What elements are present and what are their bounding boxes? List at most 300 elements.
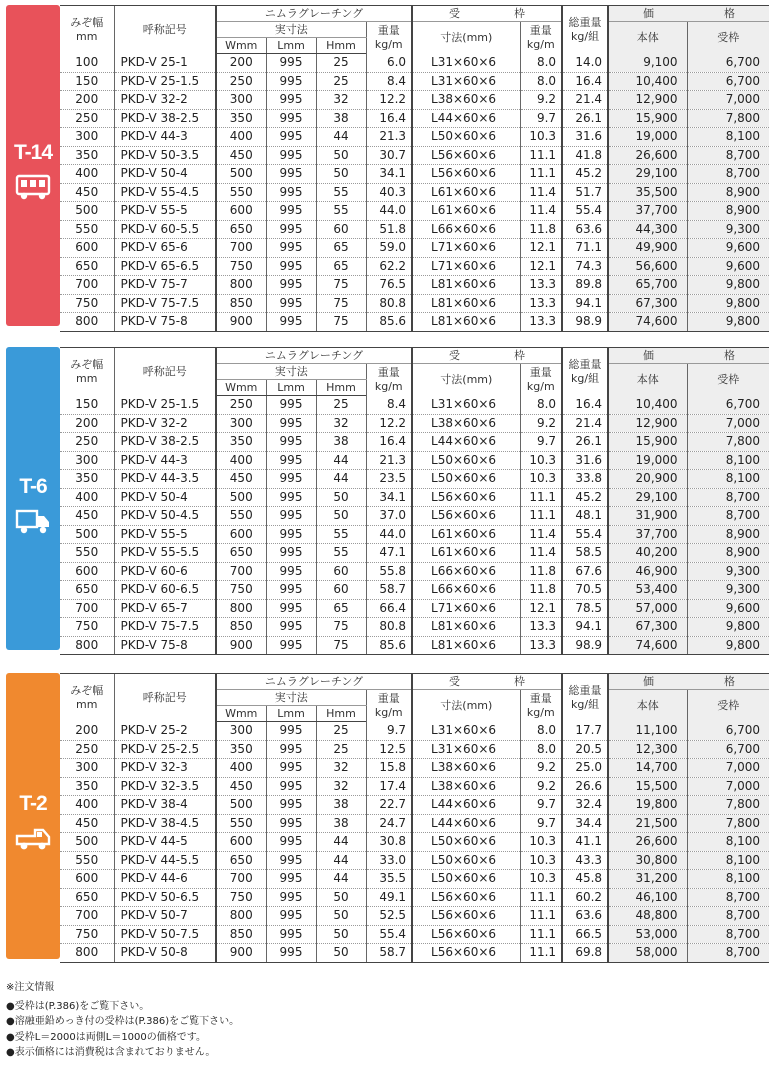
- price-header-a: 価: [643, 7, 655, 20]
- cell-width: 450: [60, 183, 114, 202]
- cell-weight: 9.7: [366, 722, 412, 741]
- cell-h: 50: [316, 907, 366, 926]
- cell-width: 800: [60, 944, 114, 963]
- cell-w: 750: [216, 581, 266, 600]
- table-row: [60, 220, 769, 239]
- cell-code: PKD-V 32-2: [114, 414, 216, 433]
- cell-total-weight: 63.6: [562, 220, 608, 239]
- cell-frame-price: 6,700: [687, 396, 769, 415]
- cell-frame-size: L56×60×6: [412, 488, 520, 507]
- table-row: [60, 396, 769, 415]
- cell-weight: 59.0: [366, 239, 412, 258]
- cell-width: 200: [60, 722, 114, 741]
- load-class-label: T-2: [19, 791, 47, 815]
- price-header-b: 格: [724, 7, 736, 20]
- cell-w: 450: [216, 146, 266, 165]
- cell-code: PKD-V 44-5.5: [114, 851, 216, 870]
- cell-frame-weight: 9.7: [520, 109, 562, 128]
- cell-frame-size: L66×60×6: [412, 562, 520, 581]
- cell-weight: 30.8: [366, 833, 412, 852]
- cell-frame-price: 8,900: [687, 525, 769, 544]
- cell-code: PKD-V 50-3.5: [114, 146, 216, 165]
- body-price-header: 本体: [608, 364, 687, 396]
- note-item: ●表示価格には消費税は含まれておりません。: [6, 1047, 216, 1058]
- cell-width: 400: [60, 488, 114, 507]
- cell-w: 400: [216, 451, 266, 470]
- cell-frame-price: 7,000: [687, 759, 769, 778]
- cell-body-price: 49,900: [608, 239, 687, 258]
- cell-w: 400: [216, 759, 266, 778]
- frame-dimension-header: 寸法(mm): [412, 364, 520, 396]
- cell-width: 650: [60, 257, 114, 276]
- table-row: [60, 944, 769, 963]
- cell-code: PKD-V 25-1.5: [114, 396, 216, 415]
- cell-body-price: 15,900: [608, 433, 687, 452]
- cell-weight: 8.4: [366, 396, 412, 415]
- table-row: [60, 581, 769, 600]
- cell-frame-price: 9,300: [687, 562, 769, 581]
- cell-l: 995: [266, 414, 316, 433]
- table-row: [60, 777, 769, 796]
- cell-frame-size: L56×60×6: [412, 944, 520, 963]
- frame-header-a: 受: [449, 675, 461, 688]
- total-weight-unit: kg/組: [571, 371, 600, 385]
- cell-l: 995: [266, 851, 316, 870]
- cell-frame-size: L66×60×6: [412, 581, 520, 600]
- cell-frame-weight: 8.0: [520, 54, 562, 73]
- cell-weight: 21.3: [366, 128, 412, 147]
- cell-w: 350: [216, 740, 266, 759]
- cell-frame-price: 8,900: [687, 202, 769, 221]
- cell-width: 200: [60, 414, 114, 433]
- cell-frame-size: L71×60×6: [412, 257, 520, 276]
- cell-body-price: 12,900: [608, 414, 687, 433]
- cell-frame-weight: 8.0: [520, 396, 562, 415]
- table-row: [60, 740, 769, 759]
- frame-header-cell: [412, 674, 562, 690]
- table-row: [60, 544, 769, 563]
- cell-code: PKD-V 38-2.5: [114, 433, 216, 452]
- cell-frame-price: 8,100: [687, 128, 769, 147]
- cell-w: 900: [216, 944, 266, 963]
- table-row: [60, 525, 769, 544]
- table-row: [60, 851, 769, 870]
- cell-frame-weight: 11.1: [520, 907, 562, 926]
- bus-icon: [15, 173, 51, 201]
- frame-weight-unit: kg/m: [526, 379, 555, 393]
- cell-total-weight: 98.9: [562, 636, 608, 655]
- cell-l: 995: [266, 239, 316, 258]
- cell-frame-price: 8,700: [687, 888, 769, 907]
- cell-h: 44: [316, 451, 366, 470]
- weight-header-cell: [366, 364, 412, 396]
- cell-frame-weight: 13.3: [520, 294, 562, 313]
- pickup-truck-icon: [15, 824, 51, 852]
- weight-unit: kg/m: [374, 379, 403, 393]
- cell-frame-size: L50×60×6: [412, 128, 520, 147]
- frame-dimension-header: 寸法(mm): [412, 690, 520, 722]
- cell-h: 65: [316, 239, 366, 258]
- cell-frame-price: 9,600: [687, 599, 769, 618]
- frame-weight-unit: kg/m: [526, 705, 555, 719]
- cell-weight: 62.2: [366, 257, 412, 276]
- cell-code: PKD-V 50-8: [114, 944, 216, 963]
- cell-code: PKD-V 65-7: [114, 599, 216, 618]
- cell-frame-price: 9,300: [687, 581, 769, 600]
- weight-header: 重量: [377, 365, 400, 379]
- cell-body-price: 56,600: [608, 257, 687, 276]
- cell-frame-price: 8,100: [687, 870, 769, 889]
- cell-frame-price: 9,800: [687, 294, 769, 313]
- cell-body-price: 14,700: [608, 759, 687, 778]
- cell-width: 150: [60, 396, 114, 415]
- cell-frame-weight: 11.1: [520, 507, 562, 526]
- cell-h: 50: [316, 165, 366, 184]
- cell-frame-size: L31×60×6: [412, 396, 520, 415]
- cell-h: 50: [316, 146, 366, 165]
- cell-code: PKD-V 44-3: [114, 451, 216, 470]
- cell-h: 25: [316, 722, 366, 741]
- cell-w: 350: [216, 433, 266, 452]
- total-weight-header: 総重量: [568, 357, 602, 371]
- truck-icon: [15, 507, 51, 535]
- table-row: [60, 451, 769, 470]
- cell-total-weight: 16.4: [562, 72, 608, 91]
- note-item: ●受枠L＝2000は両側L＝1000の価格です。: [6, 1031, 206, 1043]
- load-class-sidebar: [6, 347, 60, 650]
- cell-l: 995: [266, 183, 316, 202]
- cell-body-price: 10,400: [608, 396, 687, 415]
- cell-body-price: 67,300: [608, 618, 687, 637]
- cell-w: 650: [216, 851, 266, 870]
- cell-total-weight: 70.5: [562, 581, 608, 600]
- cell-l: 995: [266, 54, 316, 73]
- cell-total-weight: 25.0: [562, 759, 608, 778]
- cell-frame-size: L38×60×6: [412, 91, 520, 110]
- table-row: [60, 507, 769, 526]
- width-header-cell: [60, 6, 114, 54]
- cell-width: 400: [60, 165, 114, 184]
- cell-width: 500: [60, 833, 114, 852]
- cell-w: 500: [216, 165, 266, 184]
- cell-body-price: 35,500: [608, 183, 687, 202]
- cell-total-weight: 60.2: [562, 888, 608, 907]
- cell-l: 995: [266, 544, 316, 563]
- cell-weight: 34.1: [366, 165, 412, 184]
- cell-frame-size: L81×60×6: [412, 636, 520, 655]
- cell-frame-price: 7,000: [687, 414, 769, 433]
- cell-body-price: 19,000: [608, 128, 687, 147]
- total-weight-header-cell: [562, 674, 608, 722]
- width-header: みぞ幅: [70, 357, 104, 371]
- cell-l: 995: [266, 128, 316, 147]
- cell-frame-price: 7,800: [687, 796, 769, 815]
- grating-header: ニムラグレーチング: [216, 6, 412, 22]
- cell-l: 995: [266, 276, 316, 295]
- width-header-cell: [60, 348, 114, 396]
- cell-frame-price: 7,800: [687, 109, 769, 128]
- frame-weight-header: 重量: [529, 365, 552, 379]
- cell-frame-weight: 12.1: [520, 239, 562, 258]
- cell-frame-weight: 11.8: [520, 220, 562, 239]
- cell-total-weight: 26.6: [562, 777, 608, 796]
- cell-frame-weight: 11.1: [520, 888, 562, 907]
- cell-frame-weight: 9.2: [520, 759, 562, 778]
- cell-frame-weight: 13.3: [520, 276, 562, 295]
- cell-code: PKD-V 60-6.5: [114, 581, 216, 600]
- cell-frame-size: L56×60×6: [412, 507, 520, 526]
- cell-frame-size: L81×60×6: [412, 294, 520, 313]
- cell-total-weight: 78.5: [562, 599, 608, 618]
- cell-frame-weight: 11.8: [520, 581, 562, 600]
- cell-body-price: 26,600: [608, 146, 687, 165]
- cell-frame-price: 8,700: [687, 165, 769, 184]
- cell-w: 250: [216, 72, 266, 91]
- cell-frame-weight: 10.3: [520, 451, 562, 470]
- spec-price-table: [60, 347, 769, 655]
- cell-frame-size: L38×60×6: [412, 759, 520, 778]
- frame-header-b: 枠: [514, 675, 526, 688]
- cell-body-price: 58,000: [608, 944, 687, 963]
- cell-frame-weight: 9.2: [520, 414, 562, 433]
- cell-w: 500: [216, 488, 266, 507]
- cell-frame-weight: 11.1: [520, 488, 562, 507]
- width-unit: mm: [76, 371, 98, 385]
- cell-w: 800: [216, 599, 266, 618]
- cell-w: 700: [216, 562, 266, 581]
- cell-l: 995: [266, 146, 316, 165]
- table-row: [60, 414, 769, 433]
- cell-total-weight: 69.8: [562, 944, 608, 963]
- cell-total-weight: 63.6: [562, 907, 608, 926]
- cell-frame-price: 6,700: [687, 72, 769, 91]
- cell-code: PKD-V 50-7.5: [114, 925, 216, 944]
- cell-weight: 85.6: [366, 636, 412, 655]
- cell-code: PKD-V 32-2: [114, 91, 216, 110]
- cell-width: 550: [60, 851, 114, 870]
- spec-price-table: [60, 5, 769, 332]
- cell-frame-size: L50×60×6: [412, 851, 520, 870]
- cell-total-weight: 94.1: [562, 294, 608, 313]
- cell-frame-price: 8,900: [687, 183, 769, 202]
- cell-l: 995: [266, 833, 316, 852]
- l-header: Lmm: [266, 38, 316, 54]
- cell-code: PKD-V 60-6: [114, 562, 216, 581]
- cell-h: 44: [316, 851, 366, 870]
- cell-l: 995: [266, 72, 316, 91]
- price-header-cell: [608, 348, 769, 364]
- frame-price-header: 受枠: [687, 22, 769, 54]
- cell-weight: 35.5: [366, 870, 412, 889]
- cell-body-price: 53,400: [608, 581, 687, 600]
- cell-w: 600: [216, 833, 266, 852]
- cell-w: 850: [216, 294, 266, 313]
- cell-code: PKD-V 50-7: [114, 907, 216, 926]
- cell-width: 700: [60, 599, 114, 618]
- weight-header: 重量: [377, 23, 400, 37]
- cell-total-weight: 17.7: [562, 722, 608, 741]
- cell-frame-size: L31×60×6: [412, 72, 520, 91]
- cell-width: 550: [60, 220, 114, 239]
- load-class-section-t-2: [6, 673, 776, 959]
- cell-total-weight: 21.4: [562, 414, 608, 433]
- table-row: [60, 165, 769, 184]
- cell-frame-price: 8,100: [687, 451, 769, 470]
- price-header-b: 格: [724, 349, 736, 362]
- cell-weight: 40.3: [366, 183, 412, 202]
- weight-header-cell: [366, 22, 412, 54]
- cell-frame-size: L50×60×6: [412, 451, 520, 470]
- cell-l: 995: [266, 257, 316, 276]
- cell-frame-size: L50×60×6: [412, 470, 520, 489]
- cell-h: 38: [316, 433, 366, 452]
- w-header: Wmm: [216, 706, 266, 722]
- body-price-header: 本体: [608, 22, 687, 54]
- table-row: [60, 128, 769, 147]
- cell-w: 800: [216, 907, 266, 926]
- cell-frame-size: L56×60×6: [412, 925, 520, 944]
- cell-code: PKD-V 25-2.5: [114, 740, 216, 759]
- cell-h: 25: [316, 740, 366, 759]
- table-row: [60, 796, 769, 815]
- cell-frame-price: 9,600: [687, 257, 769, 276]
- cell-w: 700: [216, 870, 266, 889]
- cell-h: 44: [316, 870, 366, 889]
- cell-h: 65: [316, 257, 366, 276]
- cell-total-weight: 94.1: [562, 618, 608, 637]
- cell-weight: 55.4: [366, 925, 412, 944]
- cell-l: 995: [266, 740, 316, 759]
- cell-l: 995: [266, 525, 316, 544]
- cell-weight: 80.8: [366, 618, 412, 637]
- cell-frame-price: 8,700: [687, 907, 769, 926]
- cell-weight: 12.2: [366, 414, 412, 433]
- table-row: [60, 202, 769, 221]
- cell-frame-weight: 11.8: [520, 562, 562, 581]
- cell-h: 50: [316, 488, 366, 507]
- note-item: ●受枠は(P.386)をご覧下さい。: [6, 1000, 150, 1012]
- cell-l: 995: [266, 396, 316, 415]
- price-header-b: 格: [724, 675, 736, 688]
- cell-h: 38: [316, 796, 366, 815]
- cell-frame-size: L81×60×6: [412, 276, 520, 295]
- cell-weight: 22.7: [366, 796, 412, 815]
- cell-body-price: 29,100: [608, 488, 687, 507]
- cell-weight: 49.1: [366, 888, 412, 907]
- cell-total-weight: 55.4: [562, 202, 608, 221]
- cell-h: 50: [316, 507, 366, 526]
- table-row: [60, 833, 769, 852]
- cell-total-weight: 16.4: [562, 396, 608, 415]
- total-weight-header: 総重量: [568, 15, 602, 29]
- frame-header-a: 受: [449, 7, 461, 20]
- cell-code: PKD-V 75-8: [114, 636, 216, 655]
- cell-l: 995: [266, 722, 316, 741]
- cell-width: 750: [60, 925, 114, 944]
- load-class-sidebar: [6, 673, 60, 959]
- cell-code: PKD-V 25-2: [114, 722, 216, 741]
- cell-body-price: 21,500: [608, 814, 687, 833]
- cell-h: 44: [316, 128, 366, 147]
- frame-header-b: 枠: [514, 349, 526, 362]
- cell-code: PKD-V 25-1.5: [114, 72, 216, 91]
- cell-l: 995: [266, 109, 316, 128]
- actual-size-header: 実寸法: [216, 364, 366, 380]
- cell-total-weight: 58.5: [562, 544, 608, 563]
- cell-body-price: 48,800: [608, 907, 687, 926]
- cell-code: PKD-V 50-4.5: [114, 507, 216, 526]
- cell-frame-size: L56×60×6: [412, 888, 520, 907]
- table-row: [60, 470, 769, 489]
- table-row: [60, 54, 769, 73]
- cell-frame-weight: 11.4: [520, 525, 562, 544]
- table-row: [60, 759, 769, 778]
- cell-total-weight: 45.2: [562, 165, 608, 184]
- price-header-cell: [608, 6, 769, 22]
- w-header: Wmm: [216, 38, 266, 54]
- cell-total-weight: 71.1: [562, 239, 608, 258]
- cell-h: 75: [316, 636, 366, 655]
- cell-l: 995: [266, 907, 316, 926]
- width-unit: mm: [76, 29, 98, 43]
- cell-w: 350: [216, 109, 266, 128]
- cell-frame-weight: 9.2: [520, 91, 562, 110]
- table-row: [60, 294, 769, 313]
- grating-header: ニムラグレーチング: [216, 674, 412, 690]
- load-class-section-t-6: [6, 347, 776, 650]
- cell-l: 995: [266, 599, 316, 618]
- cell-body-price: 31,200: [608, 870, 687, 889]
- cell-frame-price: 8,700: [687, 488, 769, 507]
- cell-code: PKD-V 44-6: [114, 870, 216, 889]
- h-header: Hmm: [316, 380, 366, 396]
- cell-code: PKD-V 50-6.5: [114, 888, 216, 907]
- table-row: [60, 72, 769, 91]
- cell-frame-weight: 8.0: [520, 740, 562, 759]
- cell-frame-price: 8,700: [687, 146, 769, 165]
- w-header: Wmm: [216, 380, 266, 396]
- cell-weight: 37.0: [366, 507, 412, 526]
- cell-body-price: 44,300: [608, 220, 687, 239]
- cell-w: 250: [216, 396, 266, 415]
- cell-total-weight: 67.6: [562, 562, 608, 581]
- cell-weight: 23.5: [366, 470, 412, 489]
- cell-l: 995: [266, 313, 316, 332]
- cell-l: 995: [266, 944, 316, 963]
- width-header-cell: [60, 674, 114, 722]
- table-row: [60, 146, 769, 165]
- cell-total-weight: 41.8: [562, 146, 608, 165]
- cell-h: 55: [316, 544, 366, 563]
- table-row: [60, 888, 769, 907]
- cell-body-price: 57,000: [608, 599, 687, 618]
- cell-width: 450: [60, 507, 114, 526]
- cell-frame-price: 8,100: [687, 833, 769, 852]
- cell-frame-size: L66×60×6: [412, 220, 520, 239]
- cell-l: 995: [266, 294, 316, 313]
- cell-frame-weight: 10.3: [520, 833, 562, 852]
- width-header: みぞ幅: [70, 15, 104, 29]
- cell-width: 750: [60, 618, 114, 637]
- cell-total-weight: 45.8: [562, 870, 608, 889]
- cell-weight: 44.0: [366, 525, 412, 544]
- cell-l: 995: [266, 814, 316, 833]
- frame-weight-header-cell: [520, 690, 562, 722]
- cell-l: 995: [266, 925, 316, 944]
- cell-frame-weight: 8.0: [520, 722, 562, 741]
- cell-frame-weight: 8.0: [520, 72, 562, 91]
- cell-code: PKD-V 60-5.5: [114, 220, 216, 239]
